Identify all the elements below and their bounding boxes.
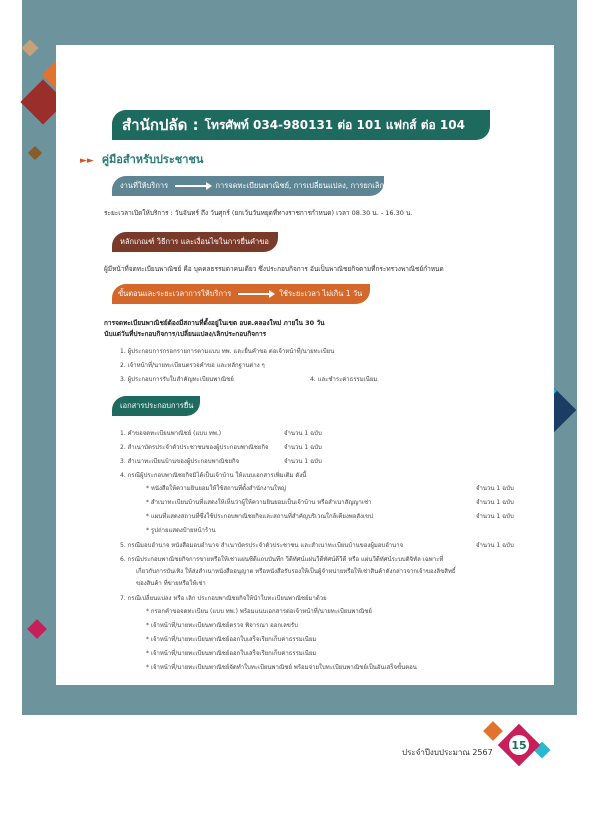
document-count: จำนวน 1 ฉบับ (476, 542, 514, 549)
steps-intro-1: การจดทะเบียนพาณิชย์ต้องมีสถานที่ตั้งอยู่ในเขต อบต.คลองใหม่ ภายใน 30 วัน (104, 319, 325, 327)
document-subitem: * เจ้าหน้าที่/นายทะเบียนพาณิชย์จัดทำใบทะเบียนพาณิชย์ พร้อมจ่ายใบทะเบียนพาณิชย์เป็นอันเสร็จขั้นตอน (146, 664, 417, 671)
document-subitem: * รูปถ่ายแสดงป้ายหน้าร้าน (146, 527, 216, 534)
office-hours: ระยะเวลาเปิดให้บริการ : วันจันทร์ ถึง วันศุกร์ (ยกเว้นวันหยุดที่ทางราชการกำหนด) เวลา 08.30 น. - 16.30 น. (104, 209, 413, 217)
document-subitem: * กรอกคำขอจดทะเบียน (แบบ ทพ.) พร้อมแนบเอกสารต่อเจ้าหน้าที่/นายทะเบียนพาณิชย์ (146, 608, 372, 615)
document-item: 7. กรณีเปลี่ยนแปลง หรือ เลิก ประกอบพาณิชยกิจให้นำใบทะเบียนพาณิชย์มาด้วย (120, 595, 327, 602)
document-item: 1. คำขอจดทะเบียนพาณิชย์ (แบบ ทพ.) (120, 430, 222, 437)
criteria-text: ผู้มีหน้าที่จดทะเบียนพาณิชย์ คือ บุคคลธรรมดาคนเดียว ซึ่งประกอบกิจการ อันเป็นพาณิชยกิจตามที่กระทรวงพาณิชย์กำหนด (104, 265, 444, 273)
document-subitem: * แผนที่แสดงสถานที่ซึ่งใช้ประกอบพาณิชยกิจและสถานที่สำคัญบริเวณใกล้เคียงพอสังเขป (146, 513, 373, 520)
document-item: 6. กรณีประกอบพาณิชยกิจการขายหรือให้เช่าแผ่นซีดีแถบบันทึก วีดีทัศน์แผ่นวีดีทัศน์ดีวีดี หรือ แผ่นวีดีทัศน์ระบบดิจิทัล เฉพาะที่ (120, 556, 444, 563)
document-count: จำนวน 1 ฉบับ (476, 499, 514, 506)
document-item: 2. สำเนาบัตรประจำตัวประชาชนของผู้ประกอบพาณิชยกิจ (120, 444, 269, 451)
document-count: จำนวน 1 ฉบับ (284, 444, 322, 451)
page-title: สำนักปลัด : (122, 116, 199, 134)
document-subitem: * สำเนาทะเบียนบ้านที่แสดงให้เห็นว่าผู้ให้ความยินยอมเป็นเจ้าบ้าน หรือสำเนาสัญญาเช่า (146, 499, 372, 506)
document-item: 5. กรณีมอบอำนาจ หนังสือมอบอำนาจ สำเนาบัตรประจำตัวประชาชน และสำเนาทะเบียนบ้านของผู้มอบอำนาจ (120, 542, 404, 549)
step-item: 3. ผู้ประกอบการรับใบสำคัญทะเบียนพาณิชย์ (120, 376, 234, 383)
section-heading (80, 150, 203, 168)
criteria-pill (112, 232, 278, 252)
documents-pill (112, 396, 200, 416)
document-item: 3. สำเนาทะเบียนบ้านของผู้ประกอบพาณิชยกิจ (120, 458, 240, 465)
document-item: 4. กรณีผู้ประกอบพาณิชยกิจมิได้เป็นเจ้าบ้าน ให้แนบเอกสารเพิ่มเติม ดังนี้ (120, 472, 307, 479)
page-number: 15 (509, 735, 529, 755)
steps-pill (112, 284, 370, 304)
double-arrow-icon: ►► (80, 156, 94, 166)
document-count: จำนวน 1 ฉบับ (284, 458, 322, 465)
document-subitem: * เจ้าหน้าที่/นายทะเบียนพาณิชย์ออกใบเสร็จเรียกเก็บค่าธรรมเนียม (146, 636, 317, 643)
document-subitem: * เจ้าหน้าที่/นายทะเบียนพาณิชย์ออกใบเสร็จเรียกเก็บค่าธรรมเนียม (146, 650, 317, 657)
service-pill (112, 176, 384, 196)
document-count: จำนวน 1 ฉบับ (476, 513, 514, 520)
steps-intro-2: นับแต่วันที่ประกอบกิจการ/เปลี่ยนแปลง/เลิกประกอบกิจการ (104, 330, 267, 338)
document-count: จำนวน 1 ฉบับ (476, 485, 514, 492)
service-label: งานที่ให้บริการ (120, 181, 169, 190)
arrow-right-icon (238, 293, 272, 295)
document-subitem: * เจ้าหน้าที่/นายทะเบียนพาณิชย์ตรวจ พิจารณา ออกเลขรับ (146, 622, 298, 629)
contact-info: โทรศัพท์ 034-980131 ต่อ 101 แฟกส์ ต่อ 104 (204, 117, 465, 132)
footer-text: ประจำปีงบประมาณ 2567 (402, 748, 493, 757)
section-heading-text: คู่มือสำหรับประชาชน (101, 153, 204, 166)
title-bar (112, 110, 490, 140)
steps-value: ใช้ระยะเวลา ไม่เกิน 1 วัน (279, 289, 363, 298)
criteria-label: หลักเกณฑ์ วิธีการ และเงื่อนไขในการยื่นคำขอ (120, 237, 269, 246)
document-item-continued: เกี่ยวกับการบันเทิง ให้ส่งสำเนาหนังสืออนุญาต หรือหนังสือรับรองให้เป็นผู้จำหน่ายหรือให้เช่าสินค้าดังกล่าวจากเจ้าของลิขสิทธิ์ (136, 568, 456, 575)
step-item: 4. และชำระค่าธรรมเนียม (310, 376, 378, 383)
documents-label: เอกสารประกอบการยื่น (120, 401, 194, 410)
step-item: 1. ผู้ประกอบการกรอกรายการตามแบบ ทพ. และยื่นคำขอ ต่อเจ้าหน้าที่/นายทะเบียน (120, 348, 335, 355)
step-item: 2. เจ้าหน้าที่/นายทะเบียนตรวจคำขอ และหลักฐานต่าง ๆ (120, 362, 265, 369)
document-count: จำนวน 1 ฉบับ (284, 430, 322, 437)
arrow-right-icon (175, 185, 208, 187)
service-value: การจดทะเบียนพาณิชย์, การเปลี่ยนแปลง, การยกเลิก (215, 181, 384, 190)
document-item-continued: ของสินค้า ที่ขายหรือให้เช่า (136, 580, 206, 587)
decor-square (483, 721, 503, 741)
document-subitem: * หนังสือให้ความยินยอมให้ใช้สถานที่ตั้งสำนักงานใหญ่ (146, 485, 287, 492)
steps-label: ขั้นตอนและระยะเวลาการให้บริการ (118, 289, 232, 298)
